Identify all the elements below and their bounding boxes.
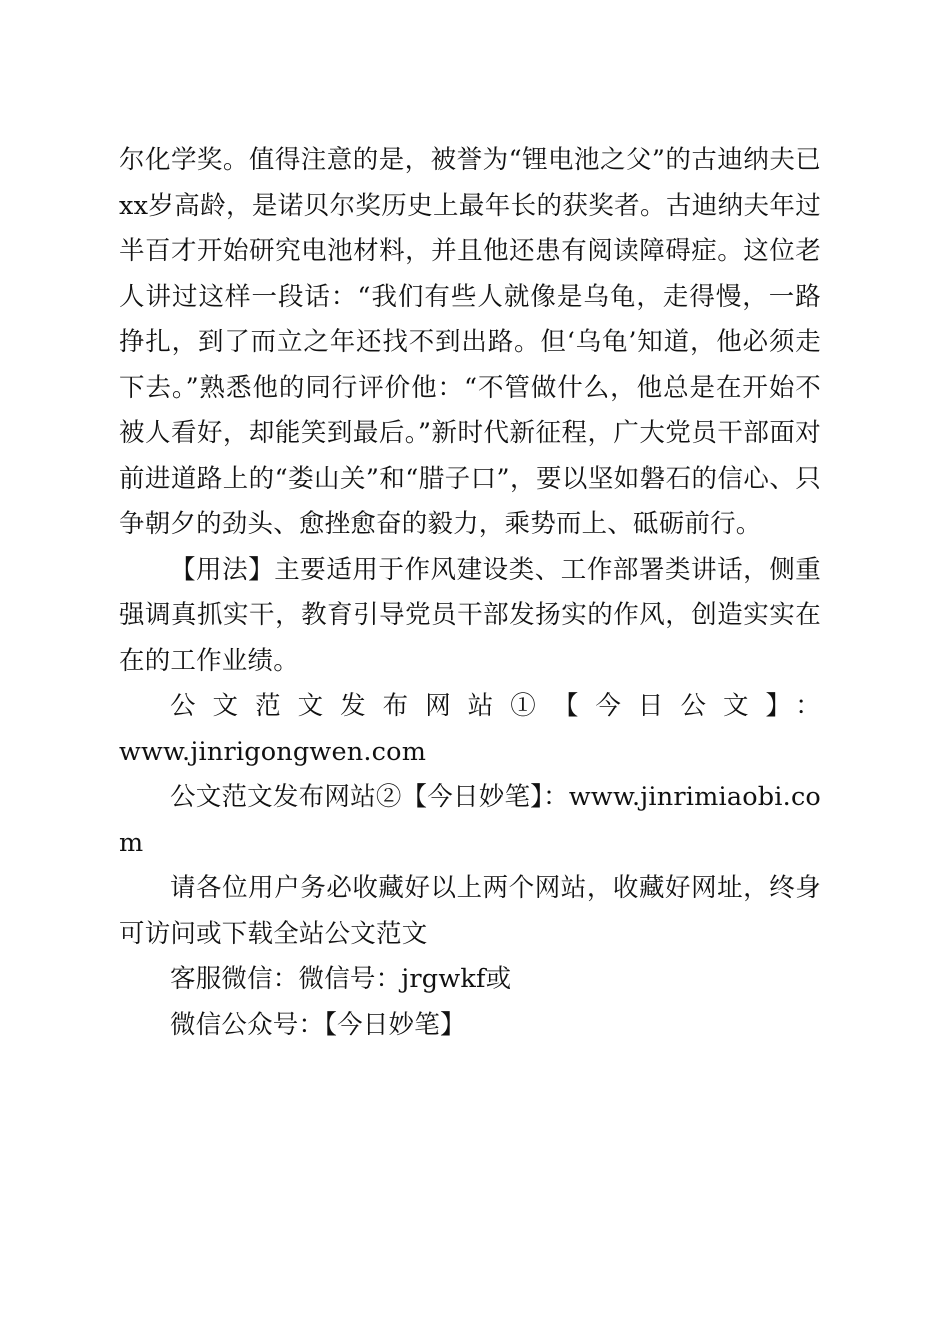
site1-label: 公文范文发布网站①【今日公文】： <box>170 691 821 721</box>
notice-paragraph: 请各位用户务必收藏好以上两个网站，收藏好网址，终身可访问或下载全站公文范文 <box>119 873 821 949</box>
site2-line[interactable]: 公文范文发布网站②【今日妙笔】：www.jinrimiaobi.com <box>119 782 821 858</box>
document-page <box>119 138 821 1048</box>
usage-paragraph: 【用法】主要适用于作风建设类、工作部署类讲话，侧重强调真抓实干，教育引导党员干部发扬实的作风，创造实实在在的工作业绩。 <box>119 554 821 676</box>
body-paragraph-goodenough: 尔化学奖。值得注意的是，被誉为“锂电池之父”的古迪纳夫已xx岁高龄，是诺贝尔奖历史上最年长的获奖者。古迪纳夫年过半百才开始研究电池材料，并且他还患有阅读障碍症。这位老人讲过这样一段话：“我们有些人就像是乌龟，走得慢，一路挣扎，到了而立之年还找不到出路。但‘乌龟’知道，他必须走下去。”熟悉他的同行评价他：“不管做什么，他总是在开始不被人看好，却能笑到最后。”新时代新征程，广大党员干部面对前进道路上的“娄山关”和“腊子口”，要以坚如磐石的信心、只争朝夕的劲头、愈挫愈奋的毅力，乘势而上、砥砺前行。 <box>119 145 821 539</box>
official-account-line: 微信公众号：【今日妙笔】 <box>170 1009 466 1040</box>
site1-url[interactable]: www.jinrigongwen.com <box>119 736 427 767</box>
customer-service-line: 客服微信：微信号：jrgwkf或 <box>170 964 512 994</box>
